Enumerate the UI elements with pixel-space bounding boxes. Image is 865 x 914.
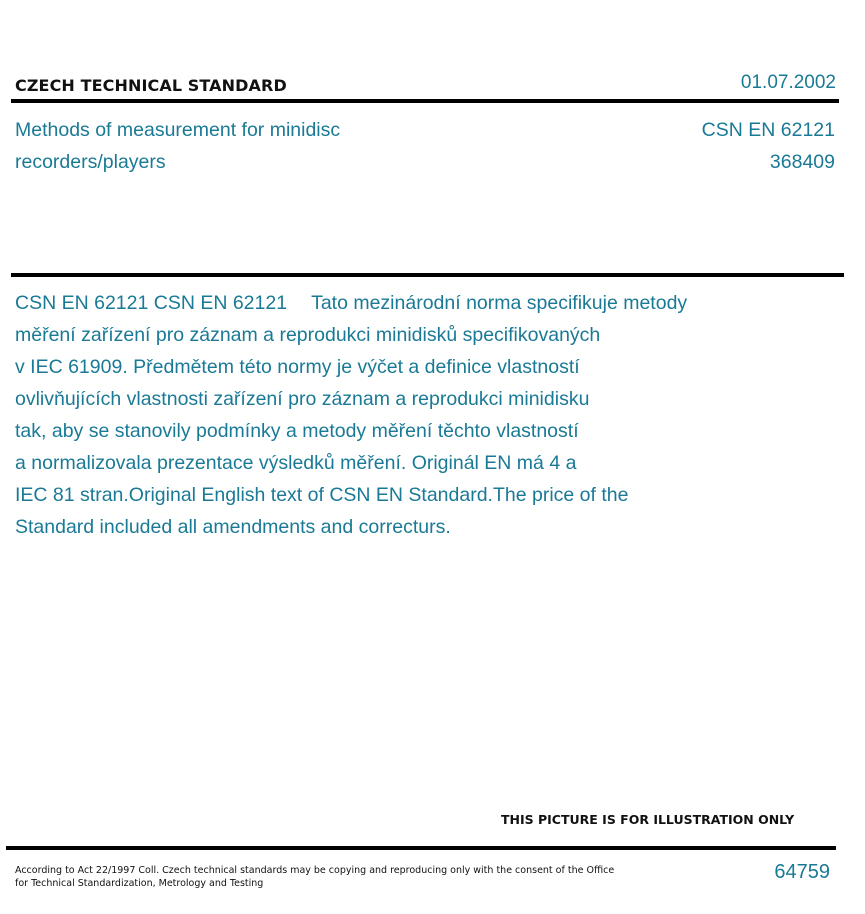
illustration-notice: THIS PICTURE IS FOR ILLUSTRATION ONLY	[501, 812, 795, 827]
legal-notice-line: According to Act 22/1997 Coll. Czech technical standards may be copying and reproducing only with the consent of the Office	[15, 865, 615, 876]
standard-code: CSN EN 62121	[701, 119, 835, 141]
description-text: Tato mezinárodní norma specifikuje metody	[311, 292, 688, 314]
product-number: 64759	[774, 861, 830, 883]
description-line	[15, 287, 775, 319]
middle-divider	[11, 273, 844, 277]
description-line: a normalizovala prezentace výsledků měření. Originál EN má 4 a	[15, 452, 577, 474]
description-line: tak, aby se stanovily podmínky a metody měření těchto vlastností	[15, 420, 579, 442]
standard-identifiers	[702, 114, 835, 178]
legal-notice-line: for Technical Standardization, Metrology and Testing	[15, 878, 264, 889]
standard-class-number: 368409	[769, 151, 835, 173]
publication-date: 01.07.2002	[740, 72, 836, 93]
standard-title	[15, 114, 435, 178]
document-type-label: CZECH TECHNICAL STANDARD	[15, 76, 287, 95]
description-codes: CSN EN 62121 CSN EN 62121	[15, 292, 288, 314]
description-line: Standard included all amendments and correcturs.	[15, 516, 451, 538]
title-line: Methods of measurement for minidisc	[15, 119, 341, 141]
bottom-divider	[6, 846, 836, 850]
description-line: IEC 81 stran.Original English text of CSN EN Standard.The price of the	[15, 484, 629, 506]
legal-notice	[15, 864, 615, 890]
description-line: ovlivňujících vlastnosti zařízení pro záznam a reprodukci minidisku	[15, 388, 590, 410]
title-line: recorders/players	[15, 151, 166, 173]
top-divider	[11, 99, 839, 103]
description-line: měření zařízení pro záznam a reprodukci minidisků specifikovaných	[15, 324, 601, 346]
standard-description	[15, 287, 775, 543]
description-line: v IEC 61909. Předmětem této normy je výčet a definice vlastností	[15, 356, 580, 378]
